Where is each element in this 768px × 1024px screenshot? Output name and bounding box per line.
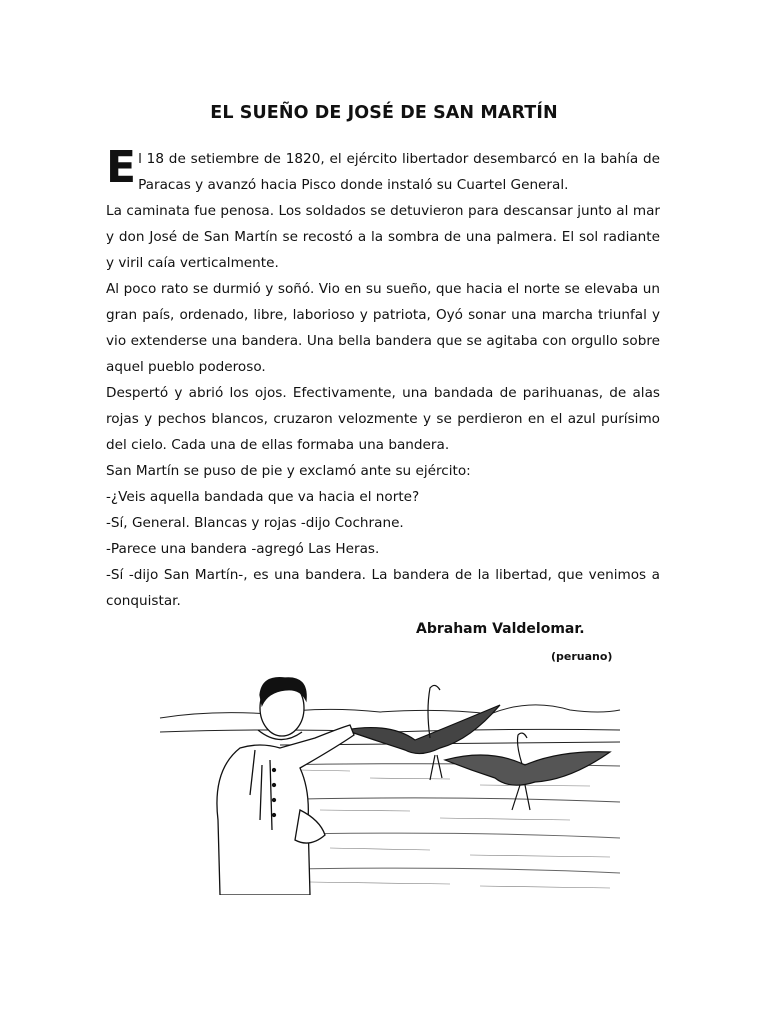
paragraph-2: La caminata fue penosa. Los soldados se detuvieron para descansar junto al mar y don José de San Martín se recostó a la sombra de una palmera. El sol radiante y viril caía verticalmente. [106,203,660,271]
paragraph-5: San Martín se puso de pie y exclamó ante su ejército: [106,463,471,479]
paragraph-1 [106,136,660,198]
paragraph-4: Despertó y abrió los ojos. Efectivamente, una bandada de parihuanas, de alas rojas y pechos blancos, cruzaron velozmente y se perdieron en el azul purísimo del cielo. Cada una de ellas formaba una bandera. [106,385,660,453]
dialogue-line-4: -Sí -dijo San Martín-, es una bandera. La bandera de la libertad, que venimos a conquistar. [106,567,660,609]
author-nationality: (peruano) [551,650,613,663]
drop-cap: E [106,142,137,193]
san-martin-figure [217,678,354,895]
dialogue-line-1: -¿Veis aquella bandada que va hacia el norte? [106,489,420,505]
paragraph-1-text: l 18 de setiembre de 1820, el ejército libertador desembarcó en la bahía de Paracas y avanzó hacia Pisco donde instaló su Cuartel General. [138,151,660,193]
san-martin-illustration [150,670,622,895]
dialogue-line-3: -Parece una bandera -agregó Las Heras. [106,541,380,557]
document-title: EL SUEÑO DE JOSÉ DE SAN MARTÍN [210,103,558,123]
paragraph-3: Al poco rato se durmió y soñó. Vio en su sueño, que hacia el norte se elevaba un gran país, ordenado, libre, laborioso y patriota, Oyó sonar una marcha triunfal y vio extenderse una bandera. Una bella bandera que se agitaba con orgullo sobre aquel pueblo poderoso. [106,281,660,375]
author-name: Abraham Valdelomar. [416,621,585,637]
dialogue-line-2: -Sí, General. Blancas y rojas -dijo Cochrane. [106,515,404,531]
story-body [106,136,660,614]
